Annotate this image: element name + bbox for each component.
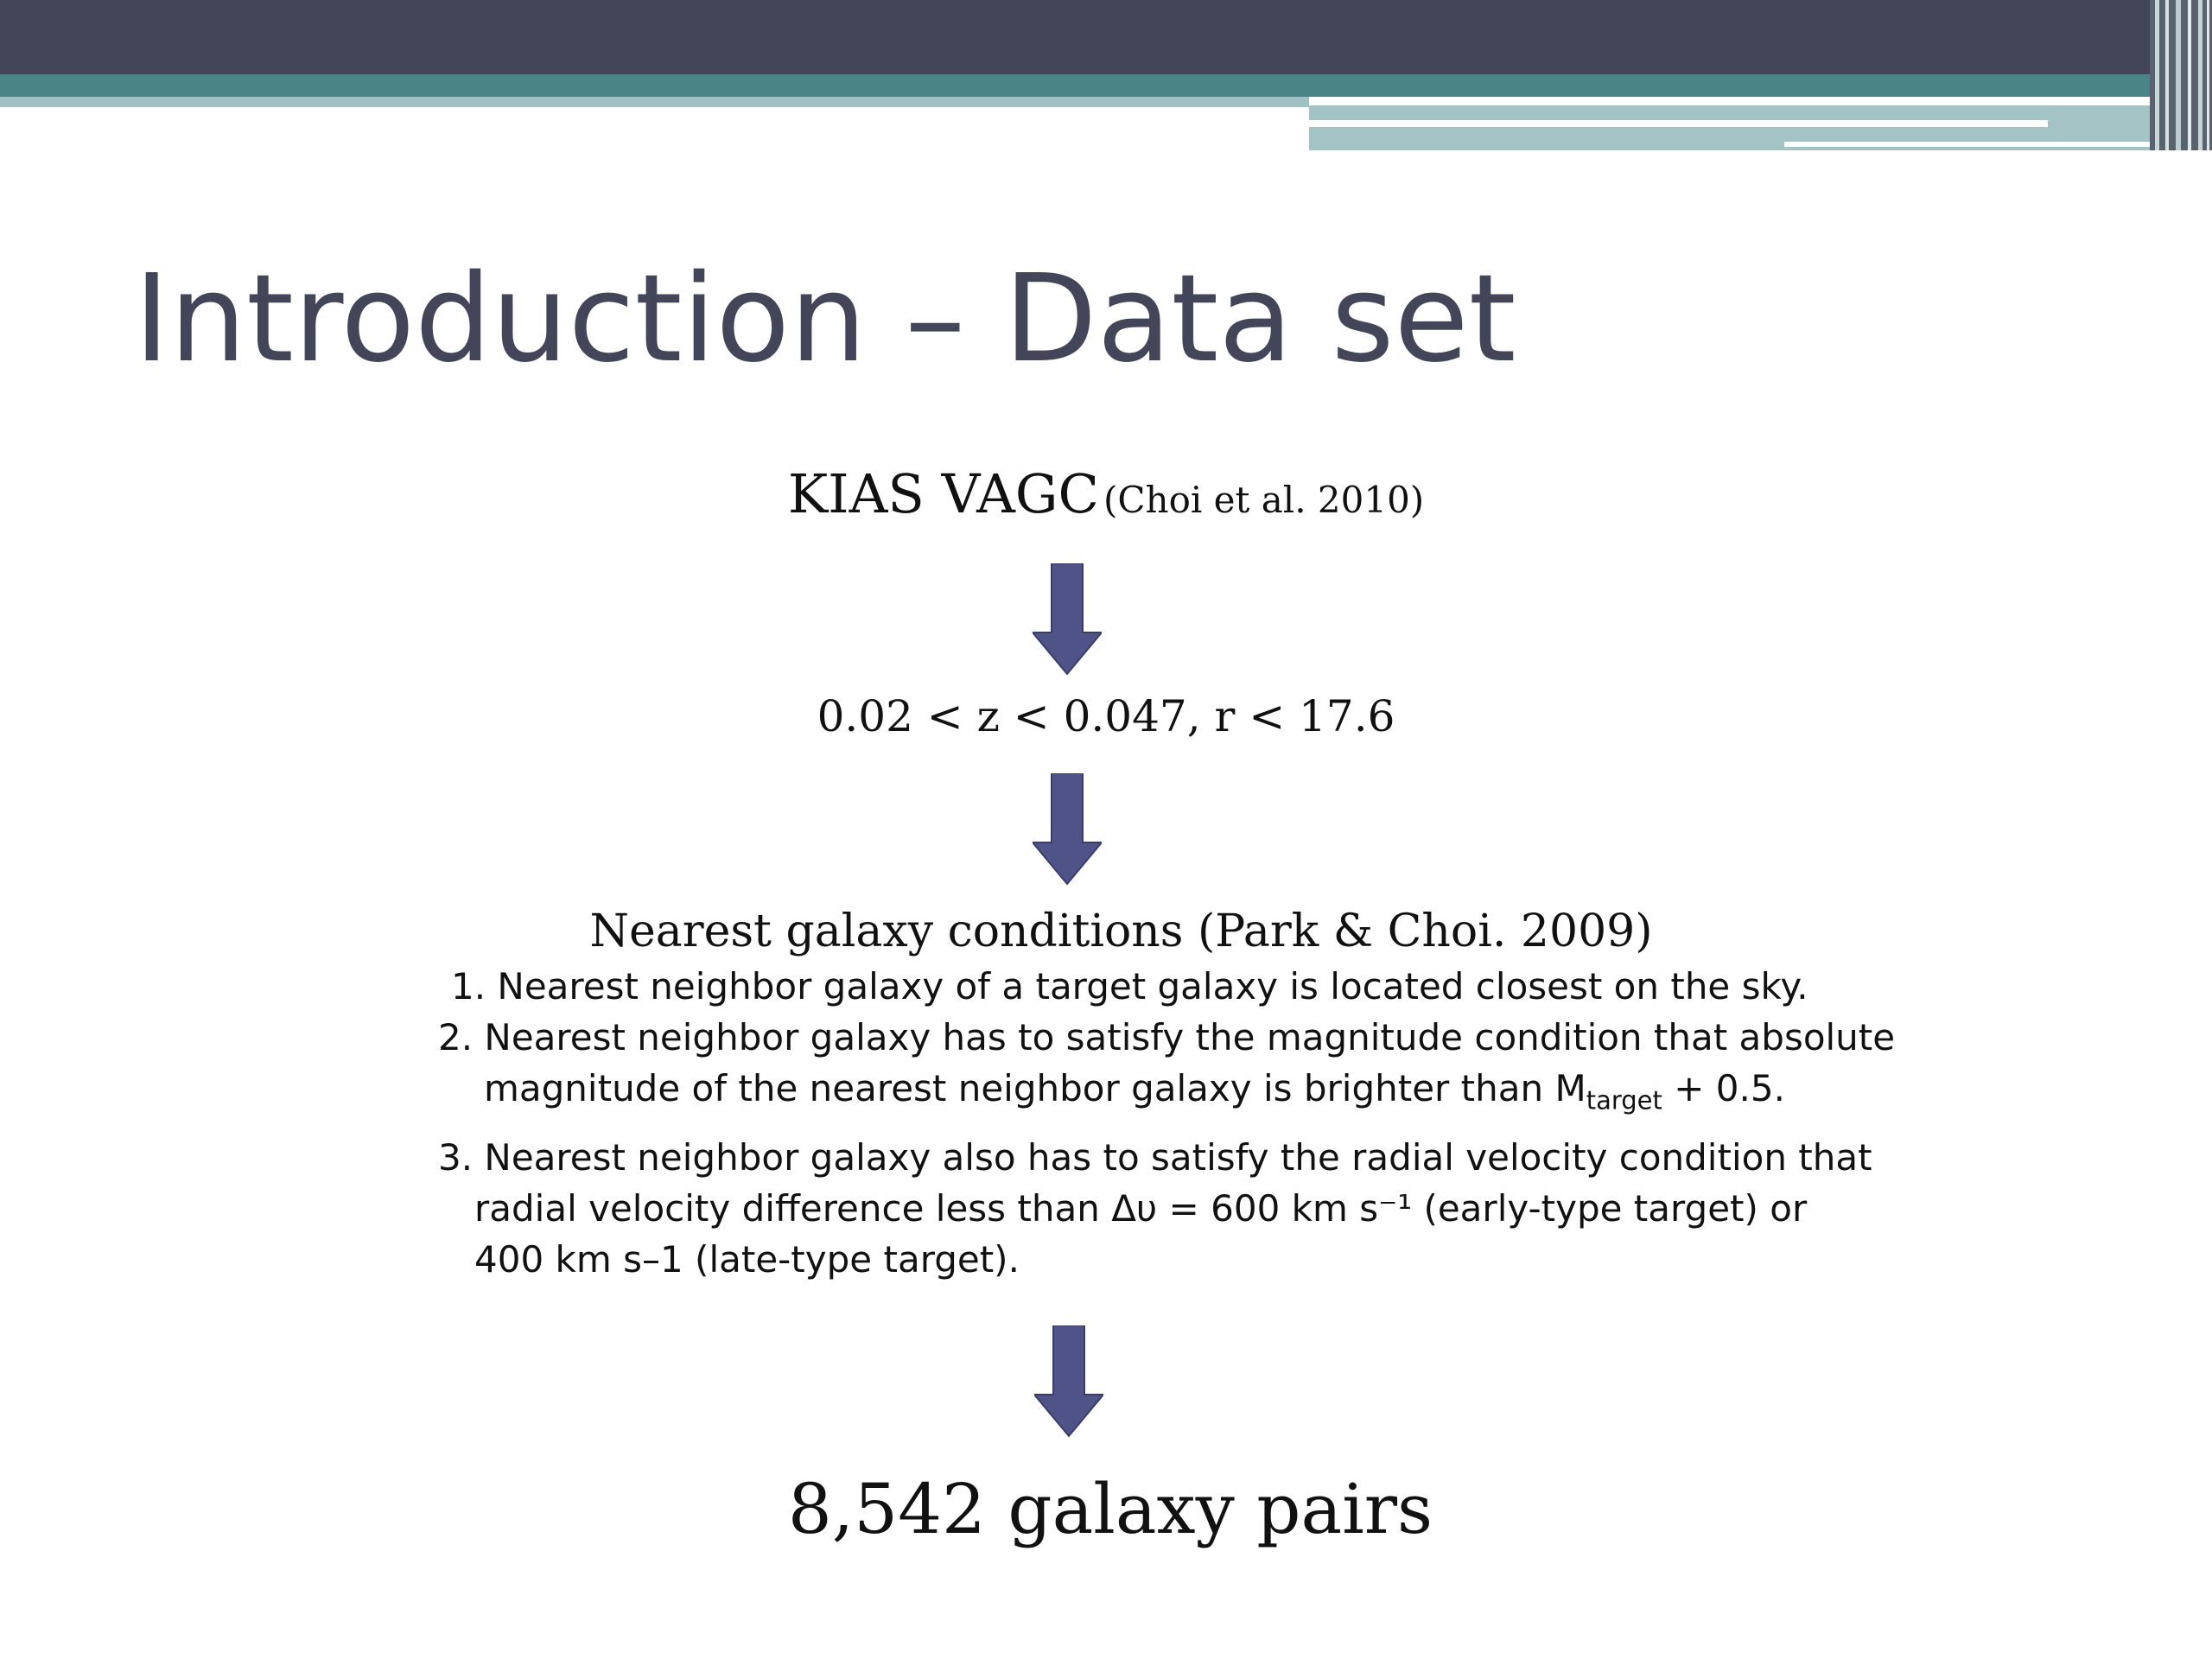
condition-2-line-1: 2. Nearest neighbor galaxy has to satisfy the magnitude condition that absolute: [438, 1016, 1896, 1058]
selection-cut: 0.02 < z < 0.047, r < 17.6: [817, 691, 1395, 741]
header-band-teal: [0, 74, 2212, 97]
condition-2-suffix: + 0.5.: [1662, 1067, 1785, 1109]
result-count: 8,542 galaxy pairs: [787, 1469, 1433, 1549]
header-accent-line-short: [1784, 142, 2173, 147]
conditions-title: Nearest galaxy conditions (Park & Choi. 2009): [589, 906, 1653, 957]
header-stripes-decoration: [2150, 0, 2212, 150]
arrow-down-icon: [1033, 773, 1102, 886]
data-source: [0, 462, 2212, 525]
condition-3-line-2: radial velocity difference less than Δυ = 600 km s⁻¹ (early-type target) or: [474, 1187, 1808, 1230]
arrow-down-icon: [1034, 1325, 1103, 1438]
condition-2-subscript: target: [1586, 1085, 1662, 1116]
condition-2-line-2: [484, 1068, 1785, 1116]
source-citation: (Choi et al. 2010): [1103, 479, 1425, 521]
condition-3-line-3: 400 km s–1 (late-type target).: [474, 1238, 1020, 1281]
source-name: KIAS VAGC: [787, 462, 1099, 525]
header-band-dark: [0, 0, 2212, 74]
condition-3-line-1: 3. Nearest neighbor galaxy also has to satisfy the radial velocity condition that: [438, 1136, 1872, 1179]
slide-title: Introduction – Data set: [134, 249, 1516, 390]
condition-1: 1. Nearest neighbor galaxy of a target galaxy is located closest on the sky.: [451, 965, 1808, 1007]
header-accent-line: [1309, 120, 2048, 127]
header-band-light-left: [0, 97, 1309, 107]
arrow-down-icon: [1033, 563, 1102, 676]
condition-2-text: magnitude of the nearest neighbor galaxy is brighter than M: [484, 1067, 1586, 1109]
